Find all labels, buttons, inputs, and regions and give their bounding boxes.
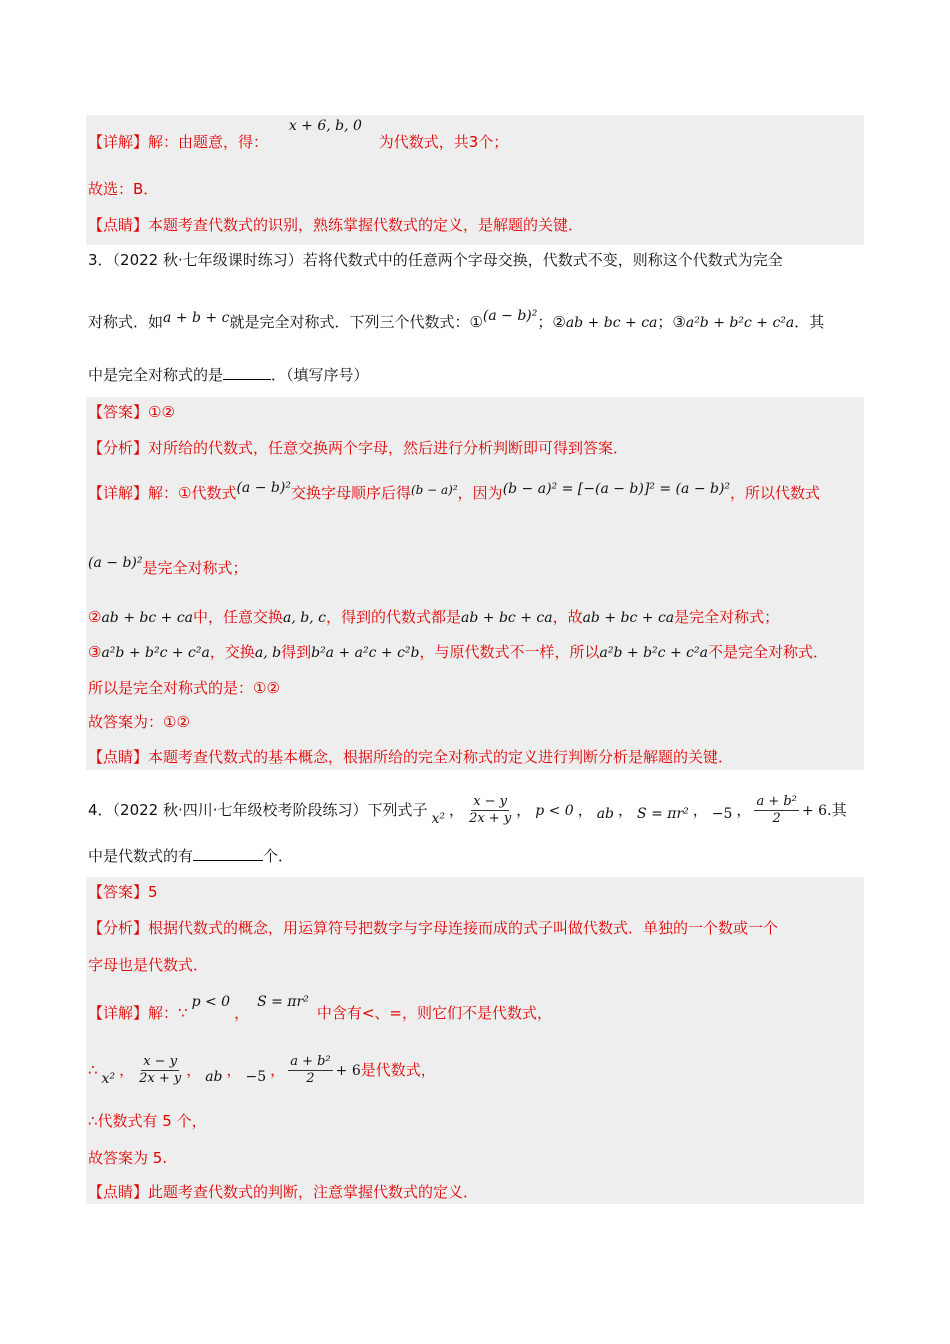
q3-comment-line: 【点睛】本题考查代数式的基本概念，根据所给的完全对称式的定义进行判断分析是解题的关键． — [88, 748, 734, 766]
q3-detail-line1: 【详解】解：①代数式(a − b)²交换字母顺序后得$^{(b - a)^2}$，因为(b − a)² = [−(a − b)]² = (a − b)²，所以代数式 — [88, 480, 821, 502]
q4-question-line1: 4．（2022 秋·四川·七年级校考阶段练习）下列式子 x² ， $\frac{x - y}{2x + y}$ ， p < 0 ， ab ， S = πr² ， −5 ， $\frac{\text{a + b²}}{2}$ + 6.其 — [88, 794, 847, 827]
q4-detail-line4: 故答案为 5. — [88, 1149, 168, 1167]
q3-question-line1: 3．（2022 秋·七年级课时练习）若将代数式中的任意两个字母交换，代数式不变，则称这个代数式为完全 — [88, 251, 783, 269]
answer-blank — [223, 365, 271, 380]
q4-analysis-line2: 字母也是代数式． — [88, 956, 209, 974]
q4-detail-line3: ∴代数式有 5 个， — [88, 1112, 207, 1130]
q2-comment-line: 【点睛】本题考查代数式的识别，熟练掌握代数式的定义，是解题的关键． — [88, 216, 584, 234]
q4-detail-line2: ∴ x² ， $\frac{x - y}{2x + y}$ ， ab ， −5 ， $\frac{\text{a + b²}}{2}$ + 6是代数式， — [88, 1054, 436, 1087]
q3-detail-line3: ②ab + bc + ca中，任意交换a, b, c，得到的代数式都是ab + bc + ca，故ab + bc + ca是完全对称式； — [88, 608, 780, 626]
q4-detail-line1: 【详解】解：∵p < 0，S = πr²中含有<、=，则它们不是代数式， — [88, 994, 552, 1022]
answer-blank — [193, 846, 263, 861]
q3-answer-line: 【答案】①② — [88, 403, 175, 421]
q3-analysis-line: 【分析】对所给的代数式，任意交换两个字母，然后进行分析判断即可得到答案． — [88, 439, 629, 457]
q3-detail-line5: 所以是完全对称式的是：①② — [88, 679, 280, 697]
fraction-x-y: $\frac{x - y}{2x + y}$ — [469, 794, 512, 826]
q3-detail-line2: (a − b)²是完全对称式； — [88, 555, 248, 577]
q4-analysis-line1: 【分析】根据代数式的概念，用运算符号把数字与字母连接而成的式子叫做代数式．单独的一个数或一个 — [88, 919, 779, 937]
q3-question-line3: 中是完全对称式的是 ．（填写序号） — [88, 366, 369, 384]
q2-choice-line: 故选：B． — [88, 180, 159, 198]
q2-detail-line: 【详解】解：由题意，得： x + 6, b, 0 为代数式，共3个； — [88, 118, 509, 151]
q4-answer-line: 【答案】5 — [88, 883, 158, 901]
q3-detail-line6: 故答案为：①② — [88, 713, 190, 731]
q4-question-line2: 中是代数式的有 个． — [88, 847, 294, 865]
q3-question-line2: 对称式．如a + b + c就是完全对称式．下列三个代数式：①(a − b)²；②ab + bc + ca；③a²b + b²c + c²a．其 — [88, 308, 825, 331]
fraction-a-b2: $\frac{\text{a + b²}}{2}$ — [756, 794, 797, 826]
q3-detail-line4: ③a²b + b²c + c²a，交换a, b得到b²a + a²c + c²b，与原代数式不一样，所以a²b + b²c + c²a不是完全对称式． — [88, 643, 828, 661]
q4-comment-line: 【点睛】此题考查代数式的判断，注意掌握代数式的定义． — [88, 1183, 479, 1201]
